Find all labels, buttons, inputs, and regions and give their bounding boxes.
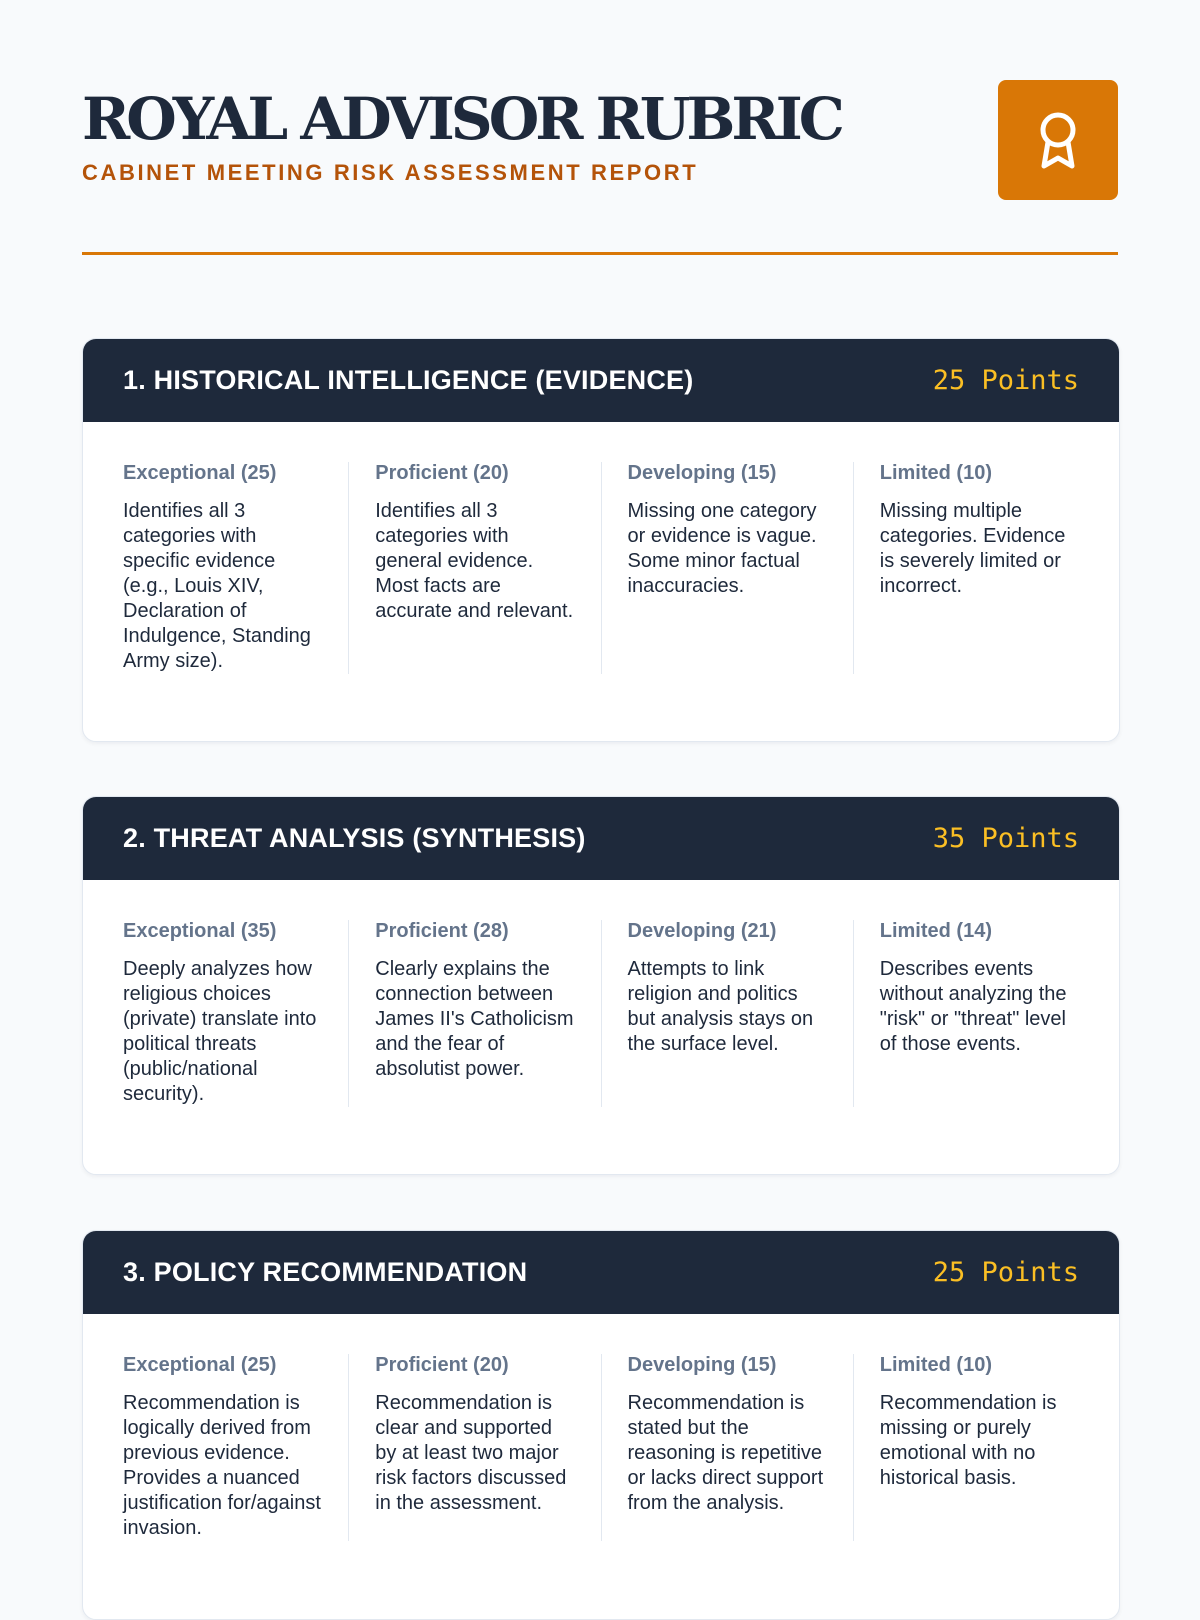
rubric-section-historical-intelligence	[82, 338, 1120, 742]
level-limited	[880, 1354, 1079, 1541]
section-header	[83, 1231, 1119, 1314]
section-title: 1. HISTORICAL INTELLIGENCE (EVIDENCE)	[123, 365, 694, 395]
level-description: Recommendation is stated but the reasoning is repetitive or lacks direct support from the analysis.	[627, 1392, 824, 1514]
level-proficient	[375, 920, 601, 1107]
level-name: Exceptional (35)	[123, 920, 277, 942]
level-description: Deeply analyzes how religious choices (private) translate into political threats (public/national security).	[123, 958, 317, 1105]
level-description: Attempts to link religion and politics but analysis stays on the surface level.	[627, 958, 814, 1055]
rubric-section-policy-recommendation	[82, 1230, 1120, 1620]
level-description: Recommendation is clear and supported by at least two major risk factors discussed in the assessment.	[375, 1392, 567, 1514]
level-name: Developing (15)	[627, 462, 777, 484]
level-name: Limited (14)	[879, 920, 992, 942]
level-name: Proficient (20)	[375, 462, 509, 484]
level-description: Recommendation is missing or purely emotional with no historical basis.	[879, 1392, 1057, 1489]
level-description: Recommendation is logically derived from previous evidence. Provides a nuanced justification for/against invasion.	[123, 1392, 321, 1539]
page-header	[82, 0, 1118, 255]
rubric-section-threat-analysis	[82, 796, 1120, 1175]
level-name: Exceptional (25)	[123, 1354, 277, 1376]
level-developing	[628, 920, 854, 1107]
award-badge	[998, 80, 1118, 200]
section-points: 25 Points	[932, 1257, 1079, 1288]
section-points: 35 Points	[932, 823, 1079, 854]
level-description: Clearly explains the connection between James II's Catholicism and the fear of absolutist power.	[375, 958, 574, 1080]
level-exceptional	[123, 462, 349, 674]
page-subtitle: CABINET MEETING RISK ASSESSMENT REPORT	[82, 160, 699, 185]
level-name: Limited (10)	[879, 462, 992, 484]
section-header	[83, 339, 1119, 422]
page-title: ROYAL ADVISOR RUBRIC	[82, 85, 841, 153]
level-name: Exceptional (25)	[123, 462, 277, 484]
level-description: Identifies all 3 categories with specific evidence (e.g., Louis XIV, Declaration of Indulgence, Standing Army size).	[123, 500, 311, 672]
section-title: 3. POLICY RECOMMENDATION	[123, 1257, 528, 1287]
level-name: Proficient (28)	[375, 920, 509, 942]
award-ribbon-icon	[1034, 108, 1082, 172]
level-developing	[628, 1354, 854, 1541]
level-description: Missing one category or evidence is vague. Some minor factual inaccuracies.	[627, 500, 817, 597]
level-name: Limited (10)	[879, 1354, 992, 1376]
section-header	[83, 797, 1119, 880]
level-name: Developing (15)	[627, 1354, 777, 1376]
level-description: Describes events without analyzing the "risk" or "threat" level of those events.	[879, 958, 1067, 1055]
level-name: Developing (21)	[627, 920, 777, 942]
section-levels	[83, 1314, 1119, 1581]
section-title: 2. THREAT ANALYSIS (SYNTHESIS)	[123, 823, 586, 853]
level-name: Proficient (20)	[375, 1354, 509, 1376]
section-levels	[83, 880, 1119, 1147]
level-limited	[880, 462, 1079, 674]
level-exceptional	[123, 920, 349, 1107]
level-exceptional	[123, 1354, 349, 1541]
level-proficient	[375, 1354, 601, 1541]
section-points: 25 Points	[932, 365, 1079, 396]
level-developing	[628, 462, 854, 674]
level-description: Identifies all 3 categories with general evidence. Most facts are accurate and relevant.	[375, 500, 574, 622]
level-description: Missing multiple categories. Evidence is severely limited or incorrect.	[879, 500, 1066, 597]
level-limited	[880, 920, 1079, 1107]
level-proficient	[375, 462, 601, 674]
section-levels	[83, 422, 1119, 714]
